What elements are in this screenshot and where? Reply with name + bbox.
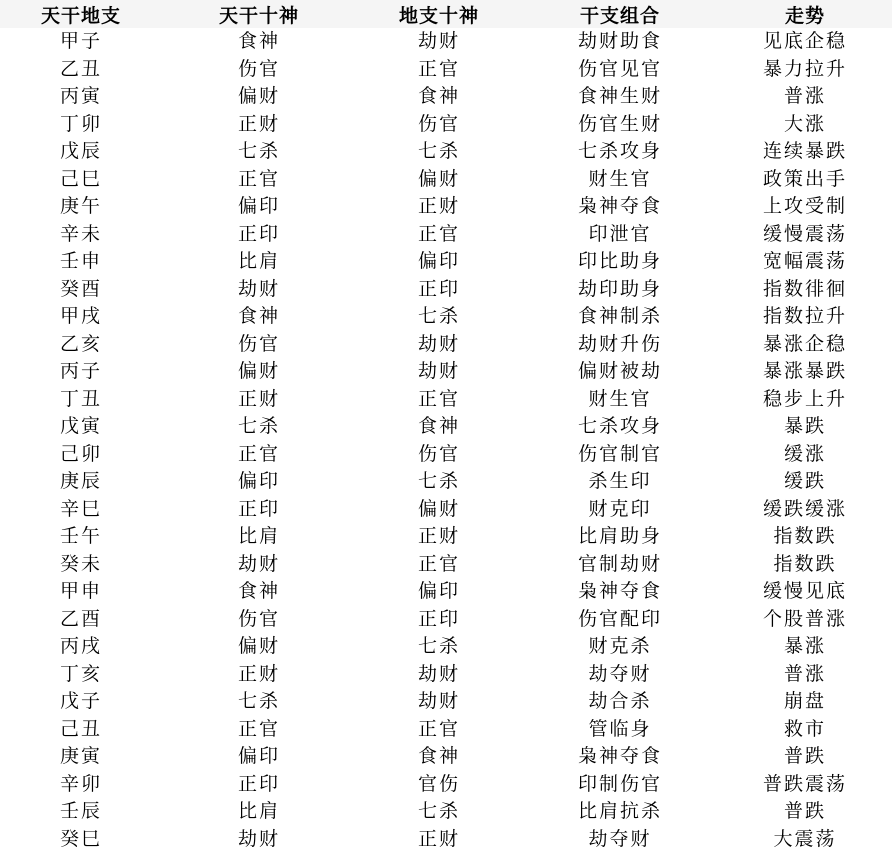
cell-branch-god: 偏印: [417, 250, 460, 273]
cell-stem-god: 比肩: [237, 800, 280, 823]
table-row: [0, 221, 892, 249]
cell-stem-god: 偏财: [237, 635, 280, 658]
cell-branch-god: 食神: [417, 415, 460, 438]
cell-combination: 杀生印: [588, 470, 652, 493]
cell-stem-god: 正印: [237, 497, 280, 520]
table-row: [0, 661, 892, 689]
cell-ganzhi: 辛卯: [59, 772, 102, 795]
cell-branch-god: 劫财: [417, 690, 460, 713]
cell-combination: 食神制杀: [577, 305, 662, 328]
cell-ganzhi: 丙戌: [59, 635, 102, 658]
cell-ganzhi: 丁亥: [59, 662, 102, 685]
table-row: [0, 303, 892, 331]
cell-ganzhi: 乙丑: [59, 57, 102, 80]
cell-trend: 暴涨企稳: [762, 332, 847, 355]
cell-ganzhi: 辛未: [59, 222, 102, 245]
cell-stem-god: 劫财: [237, 277, 280, 300]
cell-branch-god: 偏印: [417, 580, 460, 603]
cell-branch-god: 食神: [417, 85, 460, 108]
cell-ganzhi: 丁丑: [59, 387, 102, 410]
cell-trend: 缓慢见底: [762, 580, 847, 603]
cell-trend: 连续暴跌: [762, 140, 847, 163]
cell-branch-god: 伤官: [417, 442, 460, 465]
cell-stem-god: 劫财: [237, 552, 280, 575]
cell-branch-god: 正官: [417, 222, 460, 245]
header-combination: 干支组合: [579, 4, 660, 27]
cell-combination: 印比助身: [577, 250, 662, 273]
cell-trend: 个股普涨: [762, 607, 847, 630]
cell-ganzhi: 庚辰: [59, 470, 102, 493]
table-row: [0, 138, 892, 166]
cell-ganzhi: 戊寅: [59, 415, 102, 438]
cell-trend: 见底企稳: [762, 30, 847, 53]
cell-branch-god: 七杀: [417, 140, 460, 163]
cell-ganzhi: 壬午: [59, 525, 102, 548]
cell-combination: 劫合杀: [588, 690, 652, 713]
table-header: [0, 0, 892, 28]
cell-combination: 比肩助身: [577, 525, 662, 548]
cell-branch-god: 偏财: [417, 167, 460, 190]
cell-trend: 政策出手: [762, 167, 847, 190]
cell-stem-god: 比肩: [237, 250, 280, 273]
table-row: [0, 551, 892, 579]
cell-branch-god: 劫财: [417, 332, 460, 355]
cell-trend: 暴力拉升: [762, 57, 847, 80]
table-row: [0, 166, 892, 194]
cell-ganzhi: 丙寅: [59, 85, 102, 108]
cell-stem-god: 偏印: [237, 195, 280, 218]
table-row: [0, 798, 892, 826]
cell-ganzhi: 乙亥: [59, 332, 102, 355]
cell-branch-god: 七杀: [417, 305, 460, 328]
cell-trend: 崩盘: [783, 690, 826, 713]
table-row: [0, 358, 892, 386]
cell-stem-god: 食神: [237, 30, 280, 53]
cell-stem-god: 正财: [237, 662, 280, 685]
table-row: [0, 56, 892, 84]
cell-trend: 普跌: [783, 800, 826, 823]
table-row: [0, 111, 892, 139]
cell-trend: 暴涨: [783, 635, 826, 658]
cell-ganzhi: 甲子: [59, 30, 102, 53]
cell-combination: 偏财被劫: [577, 360, 662, 383]
table-row: [0, 331, 892, 359]
cell-trend: 缓涨: [783, 442, 826, 465]
cell-combination: 食神生财: [577, 85, 662, 108]
table-row: [0, 28, 892, 56]
table-row: [0, 743, 892, 771]
cell-trend: 普跌: [783, 745, 826, 768]
cell-ganzhi: 甲申: [59, 580, 102, 603]
cell-combination: 劫夺财: [588, 662, 652, 685]
cell-combination: 财克杀: [588, 635, 652, 658]
cell-combination: 劫夺财: [588, 827, 652, 850]
cell-branch-god: 正财: [417, 195, 460, 218]
cell-ganzhi: 庚午: [59, 195, 102, 218]
cell-trend: 普跌震荡: [762, 772, 847, 795]
table-row: [0, 413, 892, 441]
cell-trend: 宽幅震荡: [762, 250, 847, 273]
cell-combination: 枭神夺食: [577, 580, 662, 603]
header-trend: 走势: [784, 4, 825, 27]
cell-stem-god: 偏印: [237, 470, 280, 493]
table-row: [0, 83, 892, 111]
header-stem-ten-gods: 天干十神: [218, 4, 299, 27]
cell-branch-god: 偏财: [417, 497, 460, 520]
cell-stem-god: 伤官: [237, 607, 280, 630]
cell-branch-god: 劫财: [417, 30, 460, 53]
cell-stem-god: 正官: [237, 442, 280, 465]
table-row: [0, 441, 892, 469]
cell-ganzhi: 辛巳: [59, 497, 102, 520]
cell-stem-god: 伤官: [237, 332, 280, 355]
table-row: [0, 716, 892, 744]
cell-stem-god: 正印: [237, 222, 280, 245]
cell-ganzhi: 己卯: [59, 442, 102, 465]
cell-trend: 上攻受制: [762, 195, 847, 218]
header-branch-ten-gods: 地支十神: [398, 4, 479, 27]
table-row: [0, 606, 892, 634]
cell-stem-god: 正官: [237, 717, 280, 740]
table-row: [0, 688, 892, 716]
cell-combination: 七杀攻身: [577, 140, 662, 163]
cell-stem-god: 食神: [237, 305, 280, 328]
cell-stem-god: 正财: [237, 112, 280, 135]
cell-branch-god: 七杀: [417, 635, 460, 658]
cell-combination: 枭神夺食: [577, 195, 662, 218]
cell-branch-god: 七杀: [417, 470, 460, 493]
cell-stem-god: 正印: [237, 772, 280, 795]
cell-ganzhi: 庚寅: [59, 745, 102, 768]
cell-branch-god: 正财: [417, 525, 460, 548]
cell-trend: 缓慢震荡: [762, 222, 847, 245]
table-body: [0, 28, 892, 853]
cell-stem-god: 七杀: [237, 690, 280, 713]
cell-stem-god: 比肩: [237, 525, 280, 548]
cell-combination: 劫印助身: [577, 277, 662, 300]
cell-combination: 印制伤官: [577, 772, 662, 795]
cell-branch-god: 劫财: [417, 662, 460, 685]
cell-combination: 财克印: [588, 497, 652, 520]
cell-trend: 缓跌: [783, 470, 826, 493]
cell-ganzhi: 戊辰: [59, 140, 102, 163]
cell-ganzhi: 壬申: [59, 250, 102, 273]
table-row: [0, 468, 892, 496]
cell-combination: 七杀攻身: [577, 415, 662, 438]
cell-branch-god: 正印: [417, 277, 460, 300]
cell-combination: 比肩抗杀: [577, 800, 662, 823]
cell-combination: 伤官制官: [577, 442, 662, 465]
cell-branch-god: 正官: [417, 57, 460, 80]
cell-ganzhi: 乙酉: [59, 607, 102, 630]
cell-trend: 大震荡: [773, 827, 837, 850]
table-row: [0, 771, 892, 799]
header-ganzhi: 天干地支: [40, 4, 121, 27]
cell-combination: 官制劫财: [577, 552, 662, 575]
cell-combination: 财生官: [588, 387, 652, 410]
cell-trend: 普涨: [783, 85, 826, 108]
cell-trend: 大涨: [783, 112, 826, 135]
cell-branch-god: 正官: [417, 552, 460, 575]
cell-ganzhi: 癸未: [59, 552, 102, 575]
cell-trend: 指数徘徊: [762, 277, 847, 300]
cell-combination: 财生官: [588, 167, 652, 190]
table-row: [0, 578, 892, 606]
cell-stem-god: 伤官: [237, 57, 280, 80]
cell-ganzhi: 癸酉: [59, 277, 102, 300]
cell-trend: 稳步上升: [762, 387, 847, 410]
cell-ganzhi: 己巳: [59, 167, 102, 190]
cell-branch-god: 正财: [417, 827, 460, 850]
cell-trend: 指数跌: [773, 552, 837, 575]
cell-trend: 指数拉升: [762, 305, 847, 328]
cell-ganzhi: 甲戌: [59, 305, 102, 328]
cell-combination: 伤官配印: [577, 607, 662, 630]
cell-branch-god: 正官: [417, 387, 460, 410]
cell-combination: 伤官见官: [577, 57, 662, 80]
cell-ganzhi: 癸巳: [59, 827, 102, 850]
table-row: [0, 633, 892, 661]
cell-stem-god: 劫财: [237, 827, 280, 850]
cell-trend: 缓跌缓涨: [762, 497, 847, 520]
cell-ganzhi: 己丑: [59, 717, 102, 740]
cell-stem-god: 偏印: [237, 745, 280, 768]
cell-trend: 暴涨暴跌: [762, 360, 847, 383]
table-row: [0, 193, 892, 221]
cell-branch-god: 官伤: [417, 772, 460, 795]
cell-ganzhi: 壬辰: [59, 800, 102, 823]
cell-branch-god: 正官: [417, 717, 460, 740]
cell-branch-god: 伤官: [417, 112, 460, 135]
cell-combination: 伤官生财: [577, 112, 662, 135]
cell-branch-god: 劫财: [417, 360, 460, 383]
cell-stem-god: 七杀: [237, 140, 280, 163]
cell-trend: 救市: [783, 717, 826, 740]
table-row: [0, 386, 892, 414]
cell-trend: 普涨: [783, 662, 826, 685]
cell-combination: 劫财助食: [577, 30, 662, 53]
cell-stem-god: 食神: [237, 580, 280, 603]
cell-branch-god: 正印: [417, 607, 460, 630]
cell-combination: 劫财升伤: [577, 332, 662, 355]
cell-combination: 印泄官: [588, 222, 652, 245]
cell-ganzhi: 丙子: [59, 360, 102, 383]
cell-ganzhi: 戊子: [59, 690, 102, 713]
cell-branch-god: 食神: [417, 745, 460, 768]
table-row: [0, 248, 892, 276]
table-row: [0, 496, 892, 524]
cell-branch-god: 七杀: [417, 800, 460, 823]
cell-stem-god: 偏财: [237, 360, 280, 383]
cell-stem-god: 偏财: [237, 85, 280, 108]
cell-trend: 指数跌: [773, 525, 837, 548]
table-row: [0, 276, 892, 304]
cell-ganzhi: 丁卯: [59, 112, 102, 135]
cell-combination: 管临身: [588, 717, 652, 740]
table-row: [0, 523, 892, 551]
cell-stem-god: 正官: [237, 167, 280, 190]
cell-trend: 暴跌: [783, 415, 826, 438]
cell-stem-god: 正财: [237, 387, 280, 410]
cell-stem-god: 七杀: [237, 415, 280, 438]
cell-combination: 枭神夺食: [577, 745, 662, 768]
table-row: [0, 826, 892, 854]
